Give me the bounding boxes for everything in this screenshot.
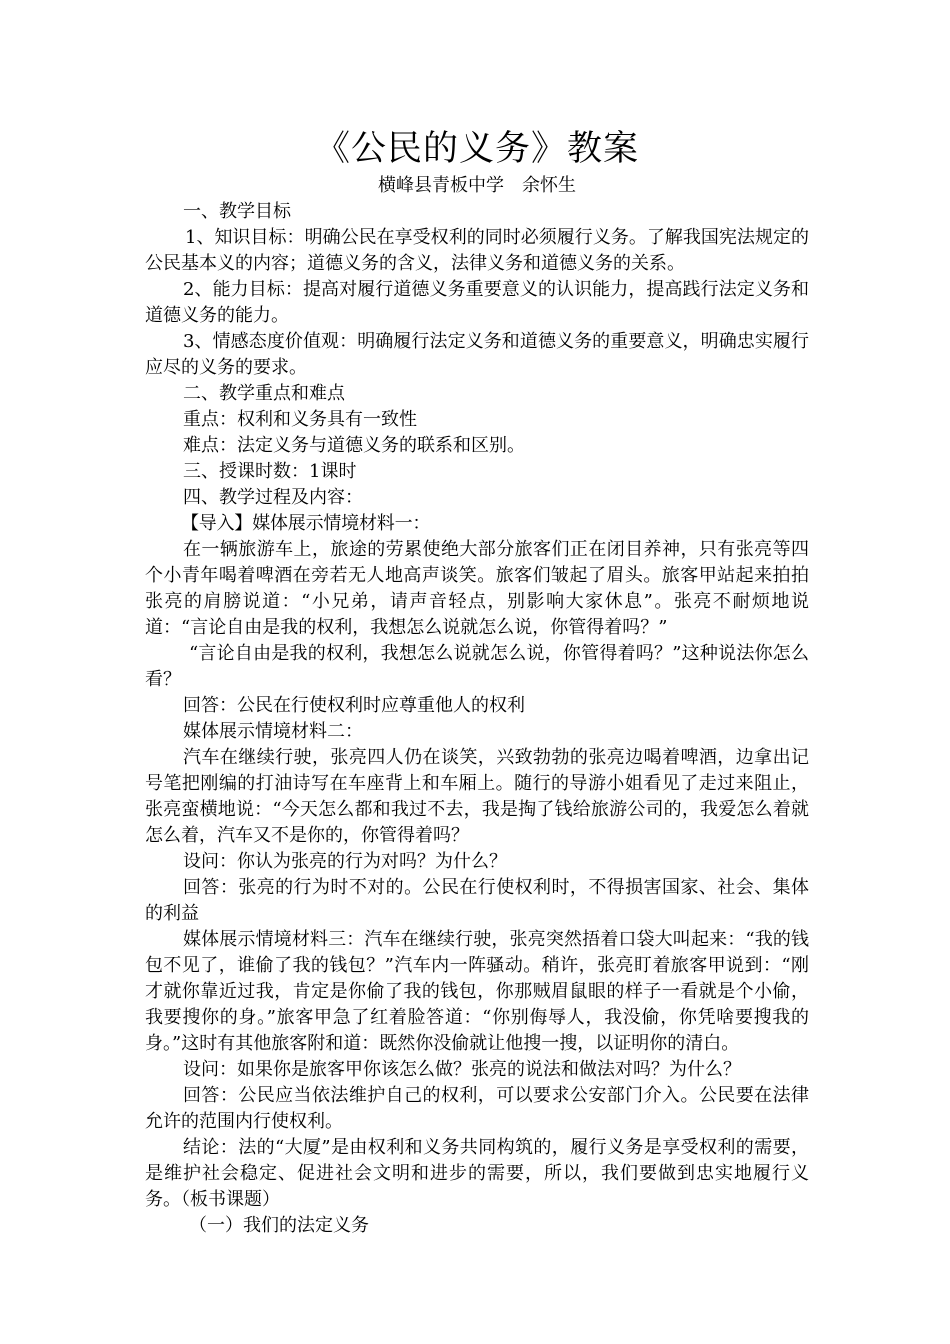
paragraph-difficulty: 难点：法定义务与道德义务的联系和区别。: [183, 435, 525, 456]
paragraph-intro-material-1: 【导入】媒体展示情境材料一：: [181, 513, 431, 534]
section-heading-process: 四、教学过程及内容：: [183, 487, 363, 508]
paragraph-question-1: “言论自由是我的权利，我想怎么说就怎么说，你管得着吗？”这种说法你怎么看？: [145, 643, 809, 690]
paragraph-knowledge-goal: 1、知识目标：明确公民在享受权利的同时必须履行义务。了解我国宪法规定的公民基本义的内容；道德义务的含义，法律义务和道德义务的关系。: [145, 227, 809, 274]
paragraph-answer-3: 回答：公民应当依法维护自己的权利，可以要求公安部门介入。公民要在法律允许的范围内行使权利。: [145, 1085, 809, 1132]
paragraph-answer-1: 回答：公民在行使权利时应尊重他人的权利: [183, 695, 525, 716]
paragraph-key-point: 重点：权利和义务具有一致性: [183, 409, 417, 430]
paragraph-conclusion: 结论：法的“大厦”是由权利和义务共同构筑的，履行义务是享受权利的需要，是维护社会稳定、促进社会文明和进步的需要，所以，我们要做到忠实地履行义务。（板书课题）: [145, 1137, 809, 1210]
paragraph-attitude-goal: 3、情感态度价值观：明确履行法定义务和道德义务的重要意义，明确忠实履行应尽的义务的要求。: [145, 331, 809, 378]
paragraph-material-3-text: 媒体展示情境材料三：汽车在继续行驶，张亮突然捂着口袋大叫起来：“我的钱包不见了，谁偷了我的钱包？”汽车内一阵骚动。稍许，张亮盯着旅客甲说到：“刚才就你靠近过我，肯定是你偷了我的钱包，你那贼眉鼠眼的样子一看就是个小偷，我要搜你的身。”旅客甲急了红着脸答道：“你别侮辱人，我没偷，你凭啥要搜我的身。”这时有其他旅客附和道：既然你没偷就让他搜一搜，以证明你的清白。: [145, 929, 809, 1054]
paragraph-question-3: 设问：如果你是旅客甲你该怎么做？张亮的说法和做法对吗？为什么？: [183, 1059, 741, 1080]
paragraph-material-2-heading: 媒体展示情境材料二：: [183, 721, 363, 742]
paragraph-answer-2: 回答：张亮的行为时不对的。公民在行使权利时，不得损害国家、社会、集体的利益: [145, 877, 809, 924]
paragraph-material-1-text: 在一辆旅游车上，旅途的劳累使绝大部分旅客们正在闭目养神，只有张亮等四个小青年喝着啤酒在旁若无人地高声谈笑。旅客们皱起了眉头。旅客甲站起来拍拍张亮的肩膀说道：“小兄弟，请声音轻点，别影响大家休息”。张亮不耐烦地说道：“言论自由是我的权利，我想怎么说就怎么说，你管得着吗？”: [145, 539, 809, 638]
document-body: [145, 125, 809, 1239]
section-heading-objectives: 一、教学目标: [183, 201, 291, 222]
section-heading-legal-duties: （一）我们的法定义务: [189, 1215, 369, 1236]
paragraph-material-2-text: 汽车在继续行驶，张亮四人仍在谈笑，兴致勃勃的张亮边喝着啤酒，边拿出记号笔把刚编的打油诗写在车座背上和车厢上。随行的导游小姐看见了走过来阻止，张亮蛮横地说：“今天怎么都和我过不去，我是掏了钱给旅游公司的，我爱怎么着就怎么着，汽车又不是你的，你管得着吗？: [145, 747, 809, 846]
paragraph-question-2: 设问：你认为张亮的行为对吗？为什么？: [183, 851, 507, 872]
section-heading-key-points: 二、教学重点和难点: [183, 383, 345, 404]
paragraph-ability-goal: 2、能力目标：提高对履行道德义务重要意义的认识能力，提高践行法定义务和道德义务的能力。: [145, 279, 809, 326]
section-heading-class-hours: 三、授课时数：1课时: [183, 461, 357, 482]
document-author: 横峰县青板中学 余怀生: [378, 175, 576, 196]
document-title: 《公民的义务》教案: [314, 129, 639, 169]
